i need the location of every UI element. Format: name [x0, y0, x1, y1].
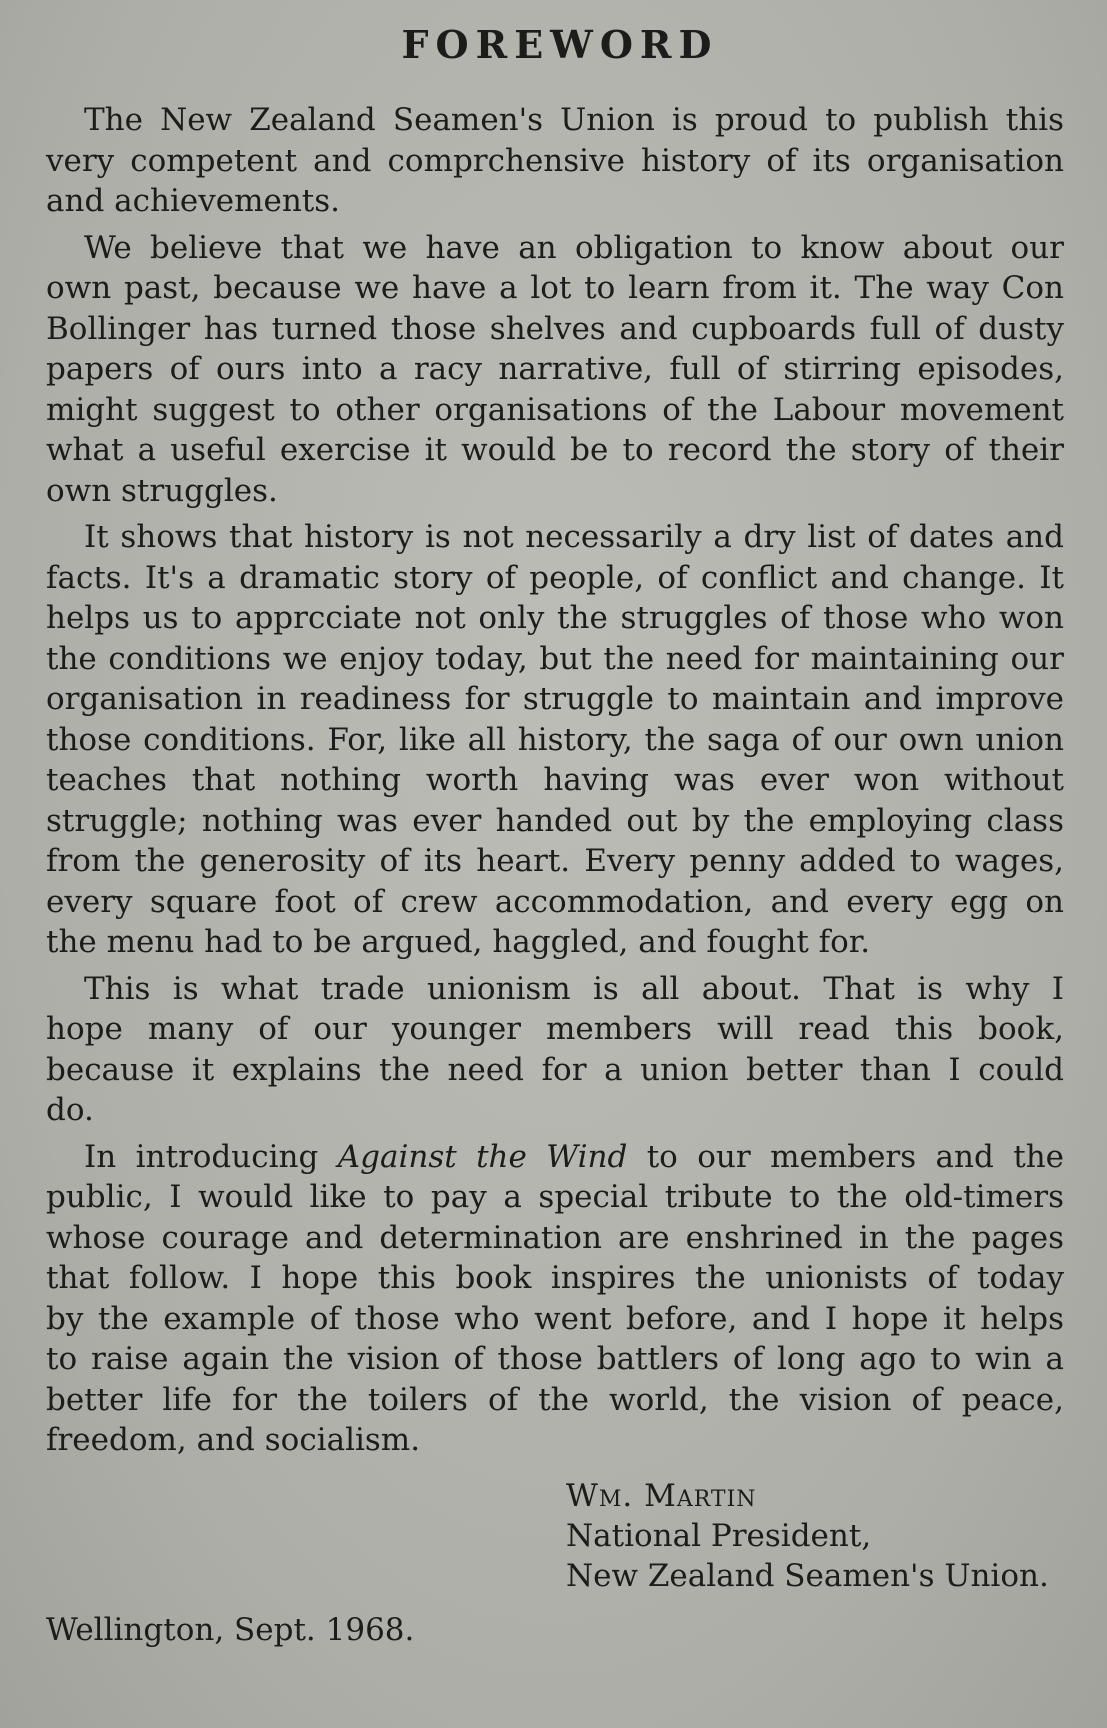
text-line: by the example of those who went before, and I hope it helps: [46, 1300, 1064, 1337]
text-line: the menu had to be argued, haggled, and fought for.: [46, 924, 871, 960]
paragraph-final: [46, 1137, 1064, 1461]
text-line: teaches that nothing worth having was ever won without: [46, 762, 1064, 798]
text-line: and achievements.: [46, 183, 341, 219]
paragraph: [46, 969, 1064, 1131]
text-line: might suggest to other organisations of the Labour movement: [46, 391, 1064, 428]
text-line: struggle; nothing was ever handed out by the employing class: [46, 802, 1064, 839]
text-line: the conditions we enjoy today, but the need for maintaining our: [46, 640, 1064, 677]
text-line: every square foot of crew accommodation, and every egg on: [46, 883, 1064, 920]
text-line: facts. It's a dramatic story of people, of conflict and change. It: [46, 559, 1064, 596]
text-line: whose courage and determination are enshrined in the pages: [46, 1219, 1064, 1256]
text-line: hope many of our younger members will read this book,: [46, 1011, 1064, 1047]
text-line: what a useful exercise it would be to record the story of their: [46, 432, 1064, 468]
page-title: FOREWORD: [401, 22, 719, 67]
text-line: This is what trade unionism is all about. That is why I: [84, 970, 1064, 1007]
text-line: papers of ours into a racy narrative, full of stirring episodes,: [46, 351, 1064, 387]
place-date: Wellington, Sept. 1968.: [46, 1612, 415, 1648]
text-line: from the generosity of its heart. Every penny added to wages,: [46, 843, 1064, 879]
paragraph: [46, 100, 1064, 222]
signature-block: [566, 1476, 1049, 1596]
text-line: because it explains the need for a union better than I could: [46, 1051, 1064, 1088]
signatory-name: Wm. Martin: [566, 1478, 757, 1514]
text-line: do.: [46, 1092, 94, 1128]
signatory-role: National President,: [566, 1518, 872, 1554]
text-line: helps us to apprcciate not only the struggles of those who won: [46, 600, 1064, 636]
signatory-organisation: New Zealand Seamen's Union.: [566, 1558, 1049, 1594]
text-line: freedom, and socialism.: [46, 1422, 421, 1458]
text-line: that follow. I hope this book inspires the unionists of today: [46, 1260, 1064, 1296]
text-line: organisation in readiness for struggle to maintain and improve: [46, 681, 1064, 717]
text-line: It shows that history is not necessarily a dry list of dates and: [84, 519, 1064, 555]
foreword-body: [46, 100, 1064, 1467]
text-line: Bollinger has turned those shelves and cupboards full of dusty: [46, 310, 1064, 347]
text-line: very competent and comprchensive history of its organisation: [46, 142, 1064, 179]
text-fragment: In introducing: [84, 1138, 338, 1175]
text-fragment: to our members and the: [627, 1138, 1064, 1175]
book-title: Against the Wind: [337, 1138, 628, 1175]
text-line: own struggles.: [46, 472, 278, 509]
text-line: [46, 1137, 1064, 1178]
text-line: The New Zealand Seamen's Union is proud to publish this: [84, 102, 1064, 138]
text-line: own past, because we have a lot to learn from it. The way Con: [46, 270, 1064, 306]
text-line: public, I would like to pay a special tribute to the old-timers: [46, 1179, 1064, 1215]
text-line: those conditions. For, like all history, the saga of our own union: [46, 721, 1064, 758]
paragraph: [46, 517, 1064, 963]
text-line: better life for the toilers of the world, the vision of peace,: [46, 1381, 1064, 1418]
paragraph: [46, 228, 1064, 512]
text-line: to raise again the vision of those battlers of long ago to win a: [46, 1341, 1064, 1377]
text-line: We believe that we have an obligation to know about our: [84, 229, 1064, 266]
